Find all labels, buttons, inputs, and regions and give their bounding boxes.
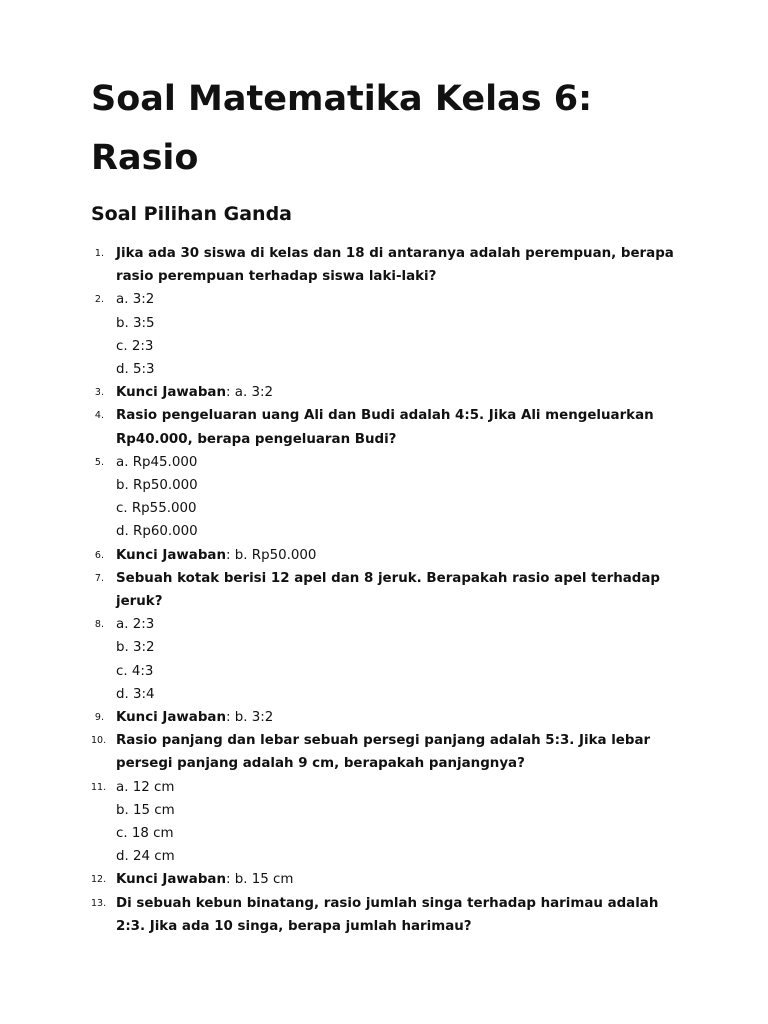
list-item-number: 3.: [94, 387, 104, 399]
answer-key-item: [91, 706, 691, 729]
answer-key-item: [91, 381, 691, 404]
page-title: [91, 70, 691, 188]
question-item: [91, 404, 691, 450]
answer-option: c. Rp55.000: [116, 501, 197, 517]
document-page: [91, 70, 691, 938]
answer-option: b. 3:5: [116, 315, 155, 331]
answer-key-item: [91, 868, 691, 891]
list-item-number: 10.: [91, 735, 107, 747]
answer-key-label: Kunci Jawaban: [116, 385, 226, 401]
list-item-number: 4.: [94, 410, 104, 422]
answer-option: a. 12 cm: [116, 779, 175, 795]
list-item-number: 6.: [94, 549, 104, 561]
question-item: [91, 892, 691, 938]
list-item-number: 1.: [94, 248, 104, 259]
question-text: Jika ada 30 siswa di kelas dan 18 di antaranya adalah perempuan, berapa rasio perempuan terhadap siswa laki-laki?: [116, 246, 674, 285]
answer-key-label: Kunci Jawaban: [116, 872, 226, 888]
answer-option: d. 5:3: [116, 362, 155, 378]
answer-key-label: Kunci Jawaban: [116, 547, 226, 563]
question-text: Di sebuah kebun binatang, rasio jumlah singa terhadap harimau adalah 2:3. Jika ada 10 singa, berapa jumlah harimau?: [116, 895, 659, 934]
list-item-number: 11.: [91, 781, 107, 793]
question-item: [91, 242, 691, 288]
answer-option: a. 3:2: [116, 292, 155, 308]
options-item: [91, 776, 691, 869]
answer-key-value: : b. 15 cm: [225, 872, 294, 888]
answer-option: d. 24 cm: [116, 849, 175, 865]
list-item-number: 2.: [94, 294, 104, 306]
page-title-line-1: Soal Matematika Kelas 6:: [91, 79, 593, 119]
answer-key-value: : a. 3:2: [225, 385, 274, 401]
question-list: [91, 242, 691, 938]
answer-option: c. 4:3: [116, 663, 154, 679]
page-title-line-2: Rasio: [91, 138, 199, 178]
list-item-number: 9.: [94, 712, 104, 724]
answer-option: c. 2:3: [116, 338, 154, 354]
section-title: Soal Pilihan Ganda: [91, 203, 293, 225]
answer-key-item: [91, 544, 691, 567]
question-text: Sebuah kotak berisi 12 apel dan 8 jeruk. Berapakah rasio apel terhadap jeruk?: [116, 570, 660, 610]
options-item: [91, 613, 691, 706]
answer-key-label: Kunci Jawaban: [116, 710, 226, 726]
list-item-number: 12.: [91, 874, 107, 886]
question-text: Rasio pengeluaran uang Ali dan Budi adalah 4:5. Jika Ali mengeluarkan Rp40.000, berapa pengeluaran Budi?: [116, 408, 654, 447]
options-item: [91, 451, 691, 544]
answer-option: b. 3:2: [116, 640, 155, 656]
list-item-number: 5.: [94, 456, 104, 468]
answer-option: d. 3:4: [116, 686, 155, 702]
question-item: [91, 567, 691, 613]
list-item-number: 7.: [94, 572, 104, 584]
answer-option: a. 2:3: [116, 617, 155, 633]
options-item: [91, 288, 691, 381]
answer-key-value: : b. 3:2: [225, 710, 274, 726]
question-item: [91, 729, 691, 775]
answer-option: d. Rp60.000: [116, 524, 198, 540]
answer-option: c. 18 cm: [116, 826, 174, 842]
answer-option: a. Rp45.000: [116, 454, 198, 470]
list-item-number: 13.: [91, 897, 107, 909]
list-item-number: 8.: [94, 619, 104, 631]
answer-option: b. 15 cm: [116, 802, 175, 818]
answer-key-value: : b. Rp50.000: [225, 547, 317, 563]
question-text: Rasio panjang dan lebar sebuah persegi panjang adalah 5:3. Jika lebar persegi panjang adalah 9 cm, berapakah panjangnya?: [116, 733, 651, 772]
answer-option: b. Rp50.000: [116, 478, 198, 494]
